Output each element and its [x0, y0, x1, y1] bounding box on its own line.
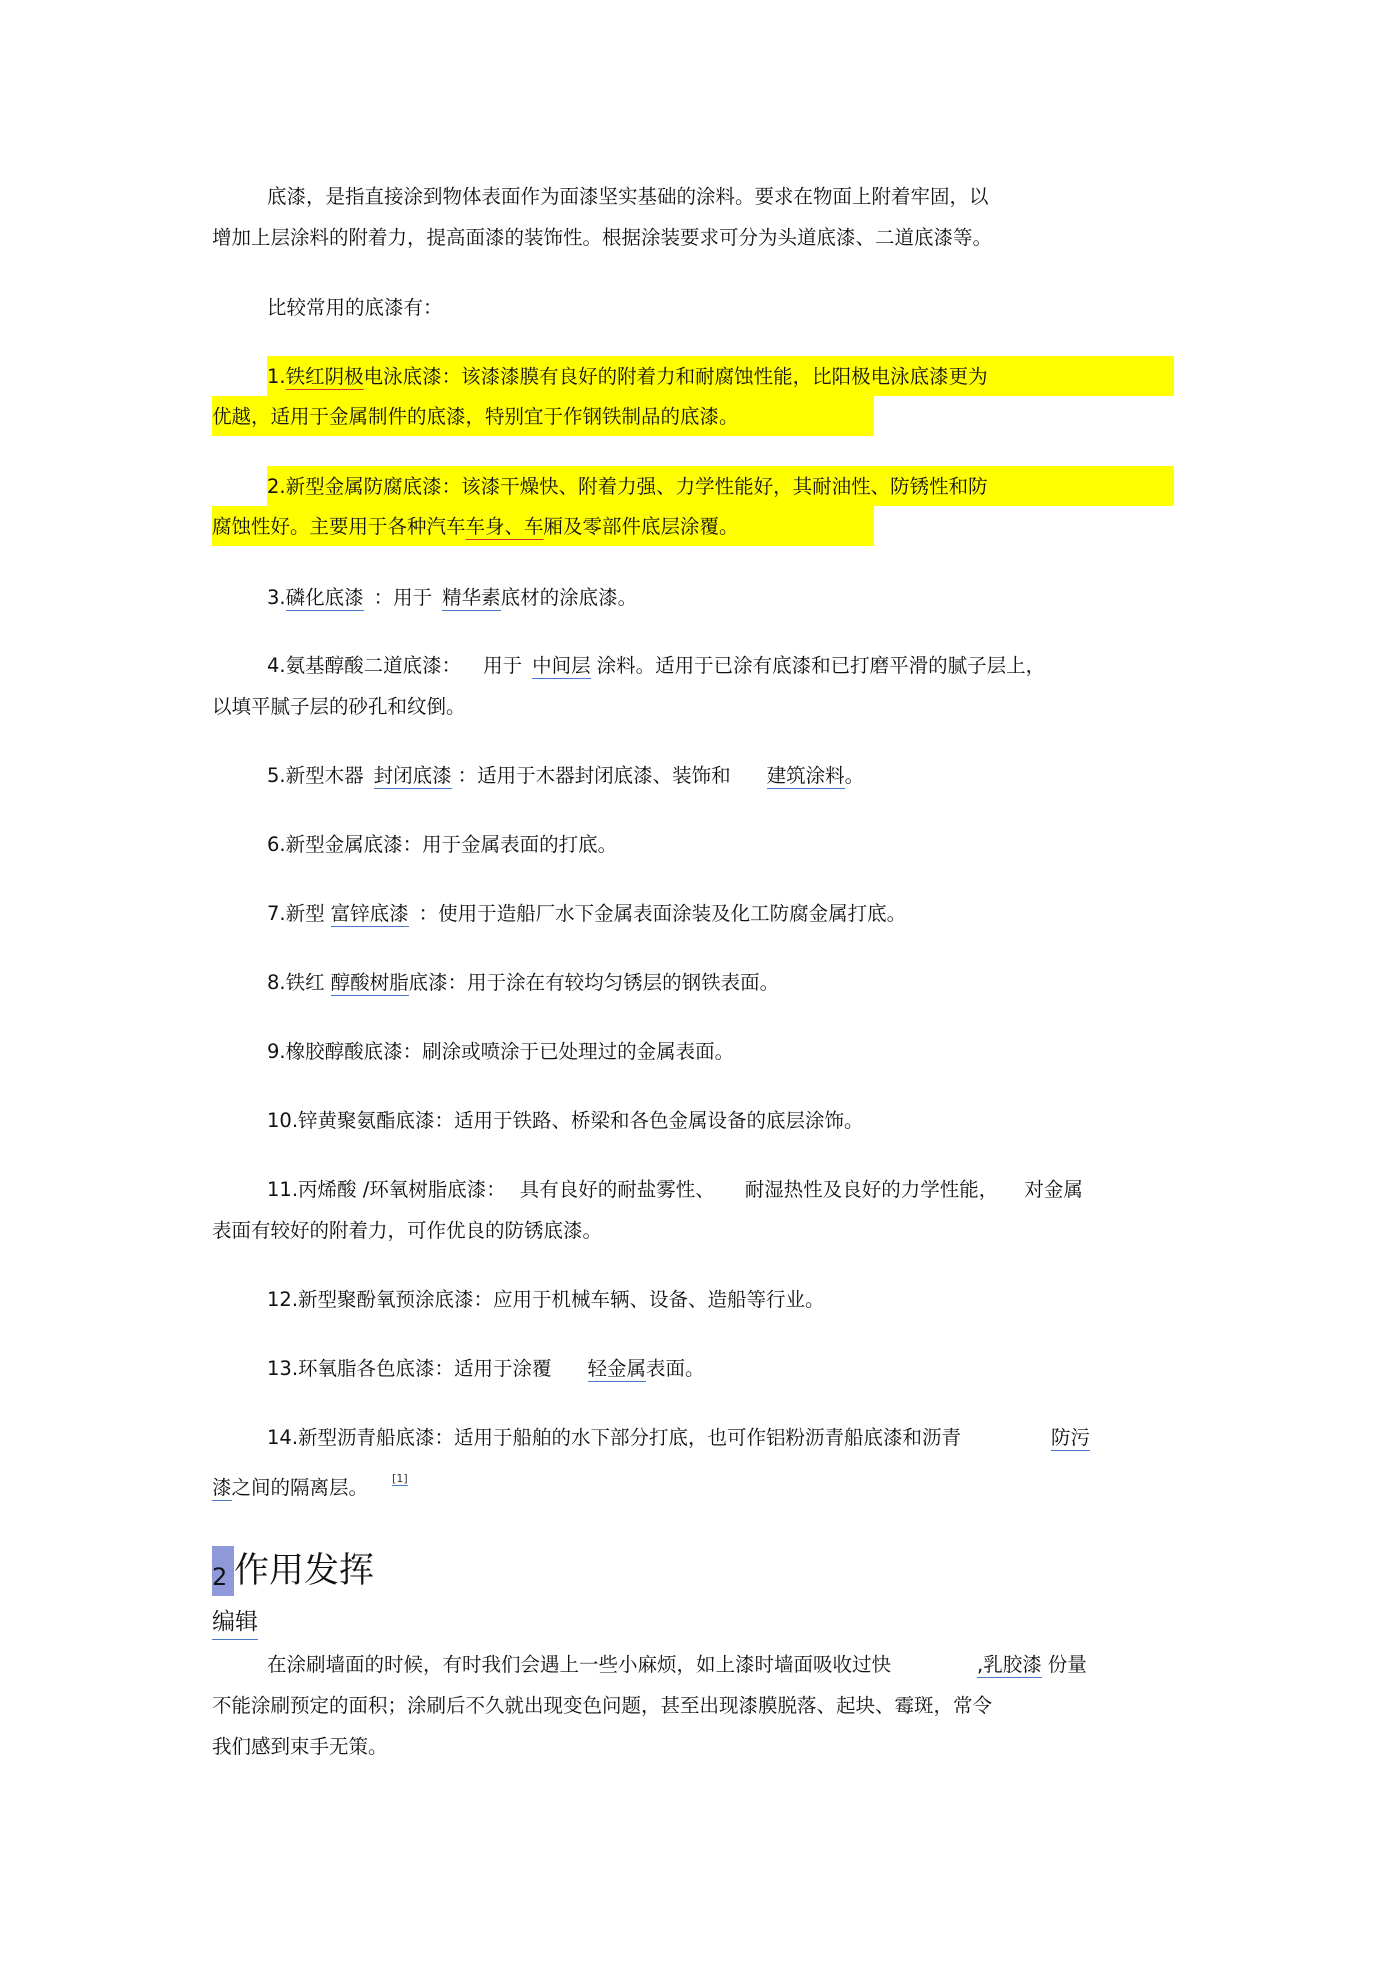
item-4-mid: 用于 [483, 654, 523, 677]
item-11-part-2: 具有良好的耐盐雾性、 [519, 1178, 715, 1201]
item-3-number: 3. [267, 586, 286, 609]
item-3-text: ：用于 [373, 586, 433, 609]
item-1-number: 1. [267, 365, 286, 388]
item-5 [267, 755, 864, 796]
item-2-line-1: 2.新型金属防腐底漆：该漆干燥快、附着力强、力学性能好，其耐油性、防锈性和防 [267, 475, 988, 498]
edit-link[interactable]: 编辑 [212, 1605, 258, 1640]
item-5-end: 。 [844, 764, 865, 787]
link-light-metal[interactable]: 轻金属 [587, 1357, 647, 1380]
item-14-text: 14.新型沥青船底漆：适用于船舶的水下部分打底，也可作铝粉沥青船底漆和沥青 [267, 1426, 962, 1449]
item-8-text-end: 底漆：用于涂在有较均匀锈层的钢铁表面。 [408, 971, 780, 994]
item-7-text-end: ：使用于造船厂水下金属表面涂装及化工防腐金属打底。 [418, 902, 907, 925]
link-zinc-rich-primer[interactable]: 富锌底漆 [330, 902, 409, 925]
section-2-line-1 [267, 1644, 1087, 1685]
item-8-text: 8.铁红 [267, 971, 325, 994]
item-7-text: 7.新型 [267, 902, 325, 925]
item-1-line-1 [267, 356, 988, 397]
item-13 [267, 1348, 705, 1389]
item-2-line-2 [212, 506, 739, 547]
item-12: 12.新型聚酚氧预涂底漆：应用于机械车辆、设备、造船等行业。 [267, 1288, 825, 1311]
common-primers-label: 比较常用的底漆有： [267, 296, 443, 319]
intro-line-1: 底漆，是指直接涂到物体表面作为面漆坚实基础的涂料。要求在物面上附着牢固，以 [267, 185, 989, 208]
item-14-line-2 [212, 1458, 408, 1508]
link-alkyd-resin[interactable]: 醇酸树脂 [330, 971, 409, 994]
reference-1-link[interactable]: [1] [392, 1472, 408, 1485]
section-2-title: 作用发挥 [234, 1551, 375, 1591]
section-2-heading [212, 1546, 374, 1596]
item-1-text: 电泳底漆：该漆漆膜有良好的附着力和耐腐蚀性能，比阳极电泳底漆更为 [363, 365, 988, 388]
intro-line-2: 增加上层涂料的附着力，提高面漆的装饰性。根据涂装要求可分为头道底漆、二道底漆等。 [212, 226, 993, 249]
item-9: 9.橡胶醇酸底漆：刷涂或喷涂于已处理过的金属表面。 [267, 1040, 735, 1063]
item-14-line-1 [267, 1417, 1090, 1458]
item-1-term: 铁红阴极 [285, 365, 364, 388]
item-3-text-end: 底材的涂底漆。 [500, 586, 638, 609]
item-14-text-end: 之间的隔离层。 [231, 1476, 369, 1499]
section-2-text: 在涂刷墙面的时候，有时我们会遇上一些小麻烦，如上漆时墙面吸收过快 [267, 1653, 892, 1676]
item-11-part-4: 对金属 [1024, 1178, 1083, 1201]
link-phosphating-primer[interactable]: 磷化底漆 [285, 586, 364, 609]
link-antifouling[interactable]: 防污 [1051, 1426, 1091, 1449]
item-11-part-3: 耐湿热性及良好的力学性能， [744, 1178, 999, 1201]
section-2-line-2: 不能涂刷预定的面积；涂刷后不久就出现变色问题，甚至出现漆膜脱落、起块、霉斑，常令 [212, 1694, 993, 1717]
item-13-text: 13.环氧脂各色底漆：适用于涂覆 [267, 1357, 552, 1380]
section-2-text-end: 份量 [1047, 1653, 1087, 1676]
item-2-text-end: 厢及零部件底层涂覆。 [543, 515, 739, 538]
link-intermediate-layer[interactable]: 中间层 [532, 654, 591, 677]
link-latex-paint[interactable]: ,乳胶漆 [977, 1653, 1042, 1676]
item-10: 10.锌黄聚氨酯底漆：适用于铁路、桥梁和各色金属设备的底层涂饰。 [267, 1109, 864, 1132]
item-4-line-2: 以填平腻子层的砂孔和纹倒。 [212, 695, 466, 718]
item-2-text: 腐蚀性好。主要用于各种汽车 [212, 515, 466, 538]
item-5-text: 5.新型木器 [267, 764, 364, 787]
item-4-line-1 [267, 645, 1045, 686]
link-sealing-primer[interactable]: 封闭底漆 [373, 764, 452, 787]
item-2-term: 车身、车 [465, 515, 544, 538]
item-4-text-end: 涂料。适用于已涂有底漆和已打磨平滑的腻子层上， [596, 654, 1046, 677]
item-11-line-1 [267, 1169, 1083, 1210]
section-2-number: 2 [212, 1546, 234, 1596]
link-essence[interactable]: 精华素 [442, 586, 501, 609]
item-4-text: 4.氨基醇酸二道底漆： [267, 654, 462, 677]
item-1-line-2: 优越，适用于金属制件的底漆，特别宜于作钢铁制品的底漆。 [212, 405, 739, 428]
item-11-text: 11.丙烯酸 /环氧树脂底漆： [267, 1178, 506, 1201]
item-11-line-2: 表面有较好的附着力，可作优良的防锈底漆。 [212, 1219, 603, 1242]
item-6: 6.新型金属底漆：用于金属表面的打底。 [267, 833, 618, 856]
link-antifouling-paint-cont[interactable]: 漆 [212, 1476, 232, 1499]
item-8 [267, 962, 779, 1003]
item-5-mid: ：适用于木器封闭底漆、装饰和 [457, 764, 731, 787]
item-7 [267, 893, 906, 934]
item-13-text-end: 表面。 [646, 1357, 705, 1380]
item-3 [267, 577, 637, 618]
link-architectural-coatings[interactable]: 建筑涂料 [766, 764, 845, 787]
section-2-line-3: 我们感到束手无策。 [212, 1735, 388, 1758]
